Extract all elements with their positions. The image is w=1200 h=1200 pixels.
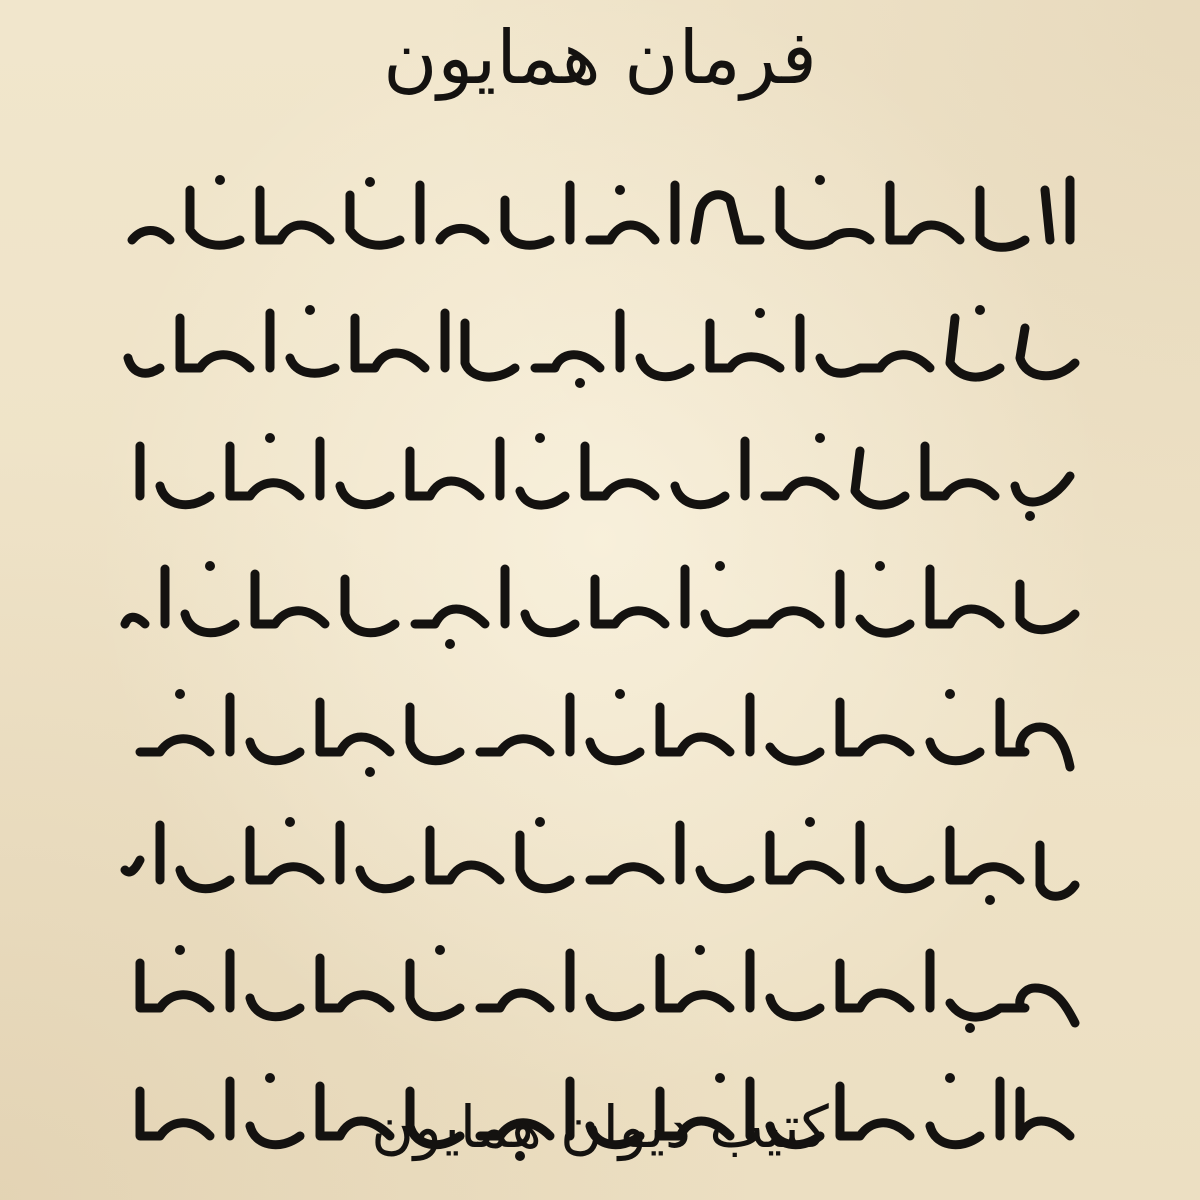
calligraphy-line [120, 918, 1080, 1046]
calligraphy-line [120, 406, 1080, 534]
calligraphy-line [120, 150, 1080, 278]
calligraphy-stroke-icon [120, 544, 1080, 654]
document-colophon: کتیب دیوان همایون [371, 1093, 829, 1161]
calligraphy-line [120, 534, 1080, 662]
document-title: فرمان همایون [383, 15, 817, 101]
calligraphy-line [120, 790, 1080, 918]
calligraphy-stroke-icon [120, 416, 1080, 526]
calligraphy-stroke-icon [120, 800, 1080, 910]
calligraphy-line [120, 662, 1080, 790]
calligraphy-stroke-icon [120, 928, 1080, 1038]
calligraphy-stroke-icon [120, 160, 1080, 270]
calligraphy-stroke-icon [120, 288, 1080, 398]
calligraphy-line [120, 278, 1080, 406]
calligraphy-stroke-icon [120, 672, 1080, 782]
calligraphic-body [120, 150, 1080, 1174]
